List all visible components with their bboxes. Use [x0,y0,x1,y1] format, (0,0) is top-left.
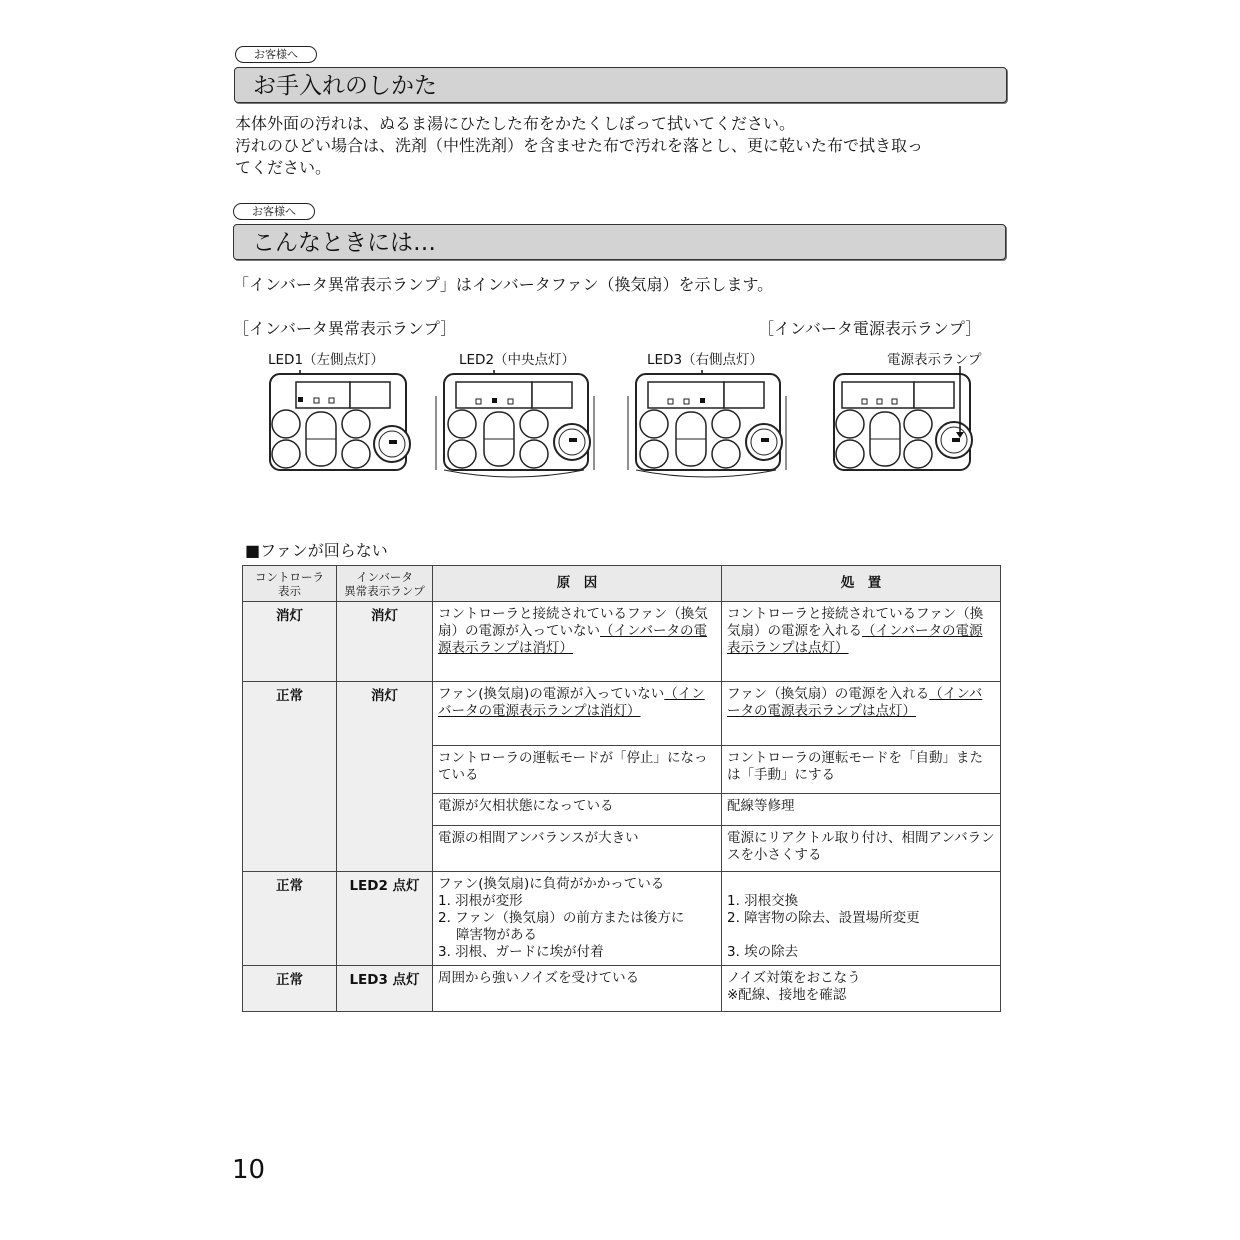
lamp-status: 消灯 [337,602,433,682]
table-row [243,872,1001,966]
fix-cell: コントローラと接続されているファン（換気扇）の電源を入れる（インバータの電源表示ランプは点灯） [722,602,1001,682]
fix-cell: コントローラの運転モードを「自動」または「手動」にする [722,746,1001,794]
troubleshooting-table [242,565,1001,1012]
cause-cell: コントローラと接続されているファン（換気扇）の電源が入っていない（インバータの電源表示ランプは消灯） [433,602,722,682]
notice-tag-2: お客様へ [233,203,315,220]
fix-cell: ノイズ対策をおこなう ※配線、接地を確認 [722,966,1001,1012]
led2-label: LED2（中央点灯） [459,352,576,368]
fix-cell: 配線等修理 [722,794,1001,826]
led3-label: LED3（右側点灯） [647,352,764,368]
lamp-status: LED2 点灯 [337,872,433,966]
ctrl-status: 正常 [243,682,337,872]
fix-cell: 1. 羽根交換 2. 障害物の除去、設置場所変更 3. 埃の除去 [722,872,1001,966]
ctrl-status: 正常 [243,872,337,966]
section-title-care: お手入れのしかた [234,67,1007,103]
lamp-status: 消灯 [337,682,433,872]
inverter-power-lamp-label: ［インバータ電源表示ランプ］ [758,319,982,338]
controller-illustration-led3 [626,366,796,478]
table-heading: ■ファンが回らない [245,541,388,560]
header-error-lamp: インバータ 異常表示ランプ [337,566,433,602]
controller-illustration-led1 [262,366,422,478]
led1-label: LED1（左側点灯） [268,352,385,368]
power-lamp-label: 電源表示ランプ [887,352,982,368]
cause-cell: 周囲から強いノイズを受けている [433,966,722,1012]
fix-cell: ファン（換気扇）の電源を入れる（インバータの電源表示ランプは点灯） [722,682,1001,746]
cause-cell: コントローラの運転モードが「停止」になっている [433,746,722,794]
controller-illustration-power [826,366,976,478]
ctrl-status: 消灯 [243,602,337,682]
care-text-line3: てください。 [235,158,332,177]
fix-cell: 電源にリアクトル取り付け、相間アンバランスを小さくする [722,826,1001,872]
table-row [243,602,1001,682]
table-row [243,682,1001,746]
notice-tag-1: お客様へ [235,46,317,63]
trouble-intro: 「インバータ異常表示ランプ」はインバータファン（換気扇）を示します。 [233,275,774,294]
care-text-line2: 汚れのひどい場合は、洗剤（中性洗剤）を含ませた布で汚れを落とし、更に乾いた布で拭き取っ [235,136,924,155]
cause-cell: 電源が欠相状態になっている [433,794,722,826]
ctrl-status: 正常 [243,966,337,1012]
section-title-trouble: こんなときには… [233,224,1006,260]
care-text-line1: 本体外面の汚れは、ぬるま湯にひたした布をかたくしぼって拭いてください。 [235,114,796,133]
page-number: 10 [232,1155,266,1185]
table-row [243,966,1001,1012]
cause-cell: ファン(換気扇)に負荷がかかっている 1. 羽根が変形 2. ファン（換気扇）の前方または後方に 障害物がある 3. 羽根、ガードに埃が付着 [433,872,722,966]
cause-cell: 電源の相間アンバランスが大きい [433,826,722,872]
header-cause: 原 因 [433,566,722,602]
header-fix: 処 置 [722,566,1001,602]
header-controller: コントローラ 表示 [243,566,337,602]
table-header-row [243,566,1001,602]
lamp-status: LED3 点灯 [337,966,433,1012]
inverter-error-lamp-label: ［インバータ異常表示ランプ］ [233,319,457,338]
cause-cell: ファン(換気扇)の電源が入っていない（インバータの電源表示ランプは消灯） [433,682,722,746]
controller-illustration-led2 [434,366,604,478]
